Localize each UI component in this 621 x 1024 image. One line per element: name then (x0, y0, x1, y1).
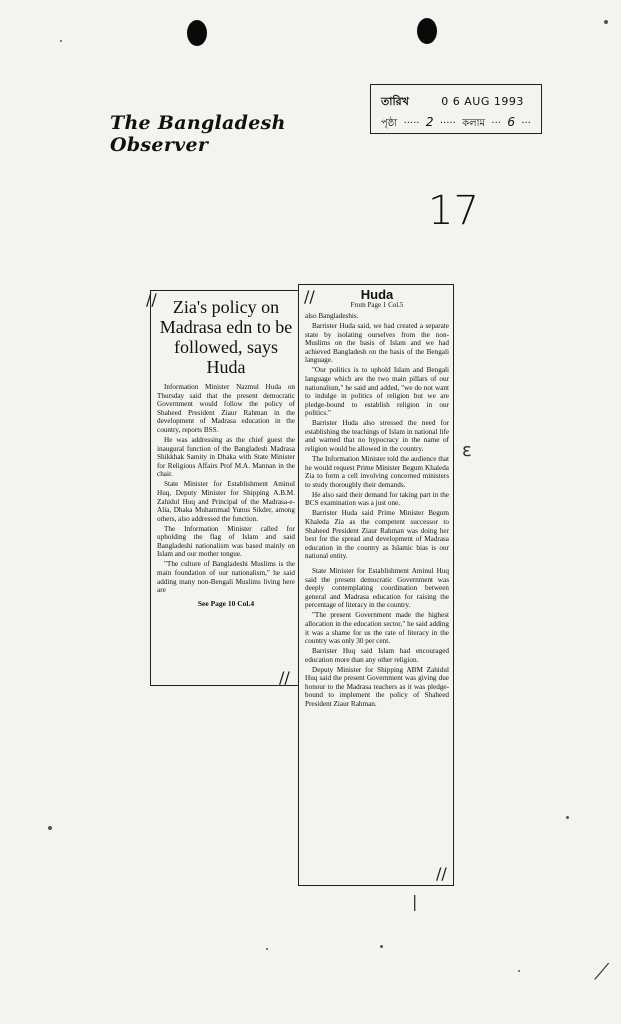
article-left-paragraph: State Minister for Establishment Aminul Huq, Deputy Minister for Shipping A.B.M. Zahidul Huq and Principal of the Madrasa-e-Alia, Dhaka Muhammad Yunus Sikder, among others, also addressed the function. (157, 480, 295, 523)
scan-speck (266, 948, 268, 950)
article-right-title: Huda (360, 287, 394, 302)
stamp-date-row (381, 93, 524, 112)
punch-hole-right (417, 18, 437, 44)
scan-speck (518, 970, 520, 972)
article-right-paragraph: "The present Government made the highest allocation in the education sector," he said adding it was a shame for us the rate of literacy in the country was only 30 per cent. (305, 611, 449, 646)
scan-speck (48, 826, 52, 830)
clip-mark-icon: // (279, 668, 290, 687)
article-right-body (305, 312, 449, 709)
punch-hole-left (187, 20, 207, 46)
pen-mark-icon: | (412, 892, 418, 911)
article-left-paragraph: "The culture of Bangladeshi Muslims is the main foundation of our nationalism," he said adding many non-Bengali Muslims living here are (157, 560, 295, 595)
stamp-date: 0 6 AUG 1993 (441, 95, 524, 108)
article-left-body (157, 383, 295, 595)
article-right-paragraph: The Information Minister told the audience that he would request Prime Minister Begum Khaleda Zia to form a cell involving concerned ministers to study thoroughly their demands. (305, 455, 449, 489)
pen-mark-icon: ɛ (462, 440, 472, 461)
article-right-paragraph: Barrister Huda also stressed the need for establishing the teachings of Islam in national life and warned that no hypocracy in the name of religion would be allowed in the country. (305, 419, 449, 454)
clip-mark-icon: // (436, 864, 447, 883)
article-left-headline: Zia's policy on Madrasa edn to be followed, says Huda (159, 297, 293, 377)
article-right-paragraph: He also said their demand for taking part in the BCS examination was a just one. (305, 490, 449, 508)
scan-speck (60, 40, 62, 42)
stamp-page-label: পৃষ্ঠা (381, 118, 398, 129)
date-stamp (370, 84, 542, 134)
article-right-paragraph: State Minister for Establishment Aminul Huq said the present democratic Government was deeply contemplating coordination between general and Madrasa education for raising the percentage of literacy in the country. (305, 566, 449, 610)
article-left-paragraph: Information Minister Nazmul Huda on Thursday said that the present democratic Government would follow the policy of Shaheed President Ziaur Rahman in the development of Madrasa education in the country, reports BSS. (157, 383, 295, 434)
newspaper-masthead: The Bangladesh Observer (110, 112, 286, 156)
article-right-paragraph: Barrister Huda said, we had created a separate state by isolating ourselves from the non-Muslims on the basis of Islam and we had achieved Bangladesh on the basis of the Bengali language. (305, 321, 449, 365)
scan-speck (604, 20, 608, 24)
article-right-paragraph: Barrister Huq said Islam had encouraged education more than any other religion. (305, 647, 449, 664)
article-right-clipping (298, 284, 454, 886)
scan-speck (380, 945, 383, 948)
article-right-paragraph: also Bangladeshis. (305, 312, 359, 320)
stamp-column-label: কলাম (462, 118, 486, 129)
article-left-continued: See Page 10 Col.4 (197, 598, 255, 608)
article-left-paragraph: The Information Minister called for upholding the flag of Islam and said Bangladeshi nationalism was based mainly on Islam and our mother tongue. (157, 524, 295, 559)
article-right-paragraph: Barrister Huda said Prime Minister Begum Khaleda Zia as the competent successor to Shaheed President Ziaur Rahman was doing her best for the spread and development of Madrasa education in the country as Islamic bias is our national entity. (305, 509, 449, 561)
handwritten-page-number: 17 (428, 188, 479, 234)
pen-mark-icon: ⟋ (594, 960, 610, 985)
article-right-from-page: From Page 1 Col.5 (350, 301, 404, 309)
article-left-clipping (150, 290, 300, 686)
stamp-column-value: 6 (507, 115, 515, 129)
clip-mark-icon: // (304, 287, 315, 306)
stamp-page-value: 2 (425, 115, 434, 129)
article-right-paragraph: "Our politics is to uphold Islam and Bengali language which are the two main pillars of our nationalism," he said and added, "we do not want to indulge in politics of religion but we are pledge-bound to establish religion in our politics." (305, 366, 449, 418)
scan-speck (566, 816, 569, 819)
stamp-date-label: তারিখ (381, 95, 409, 108)
article-right-paragraph: Deputy Minister for Shipping ABM Zahidul Huq said the present Government was giving due honour to the Madrasa teachers as it was pledge-bound to implement the policy of Shaheed President Ziaur Rahman. (305, 665, 449, 709)
stamp-page-row: পৃষ্ঠা ····· 2 ····· কলাম ··· 6 ··· (381, 115, 531, 129)
article-left-paragraph: He was addressing as the chief guest the inaugural function of the Bangladesh Madrasa Shikkhak Samity in Dhaka with State Minister for Religious Affairs Prof M.A. Mannan in the chair. (157, 435, 295, 479)
clip-mark-icon: // (146, 290, 157, 309)
